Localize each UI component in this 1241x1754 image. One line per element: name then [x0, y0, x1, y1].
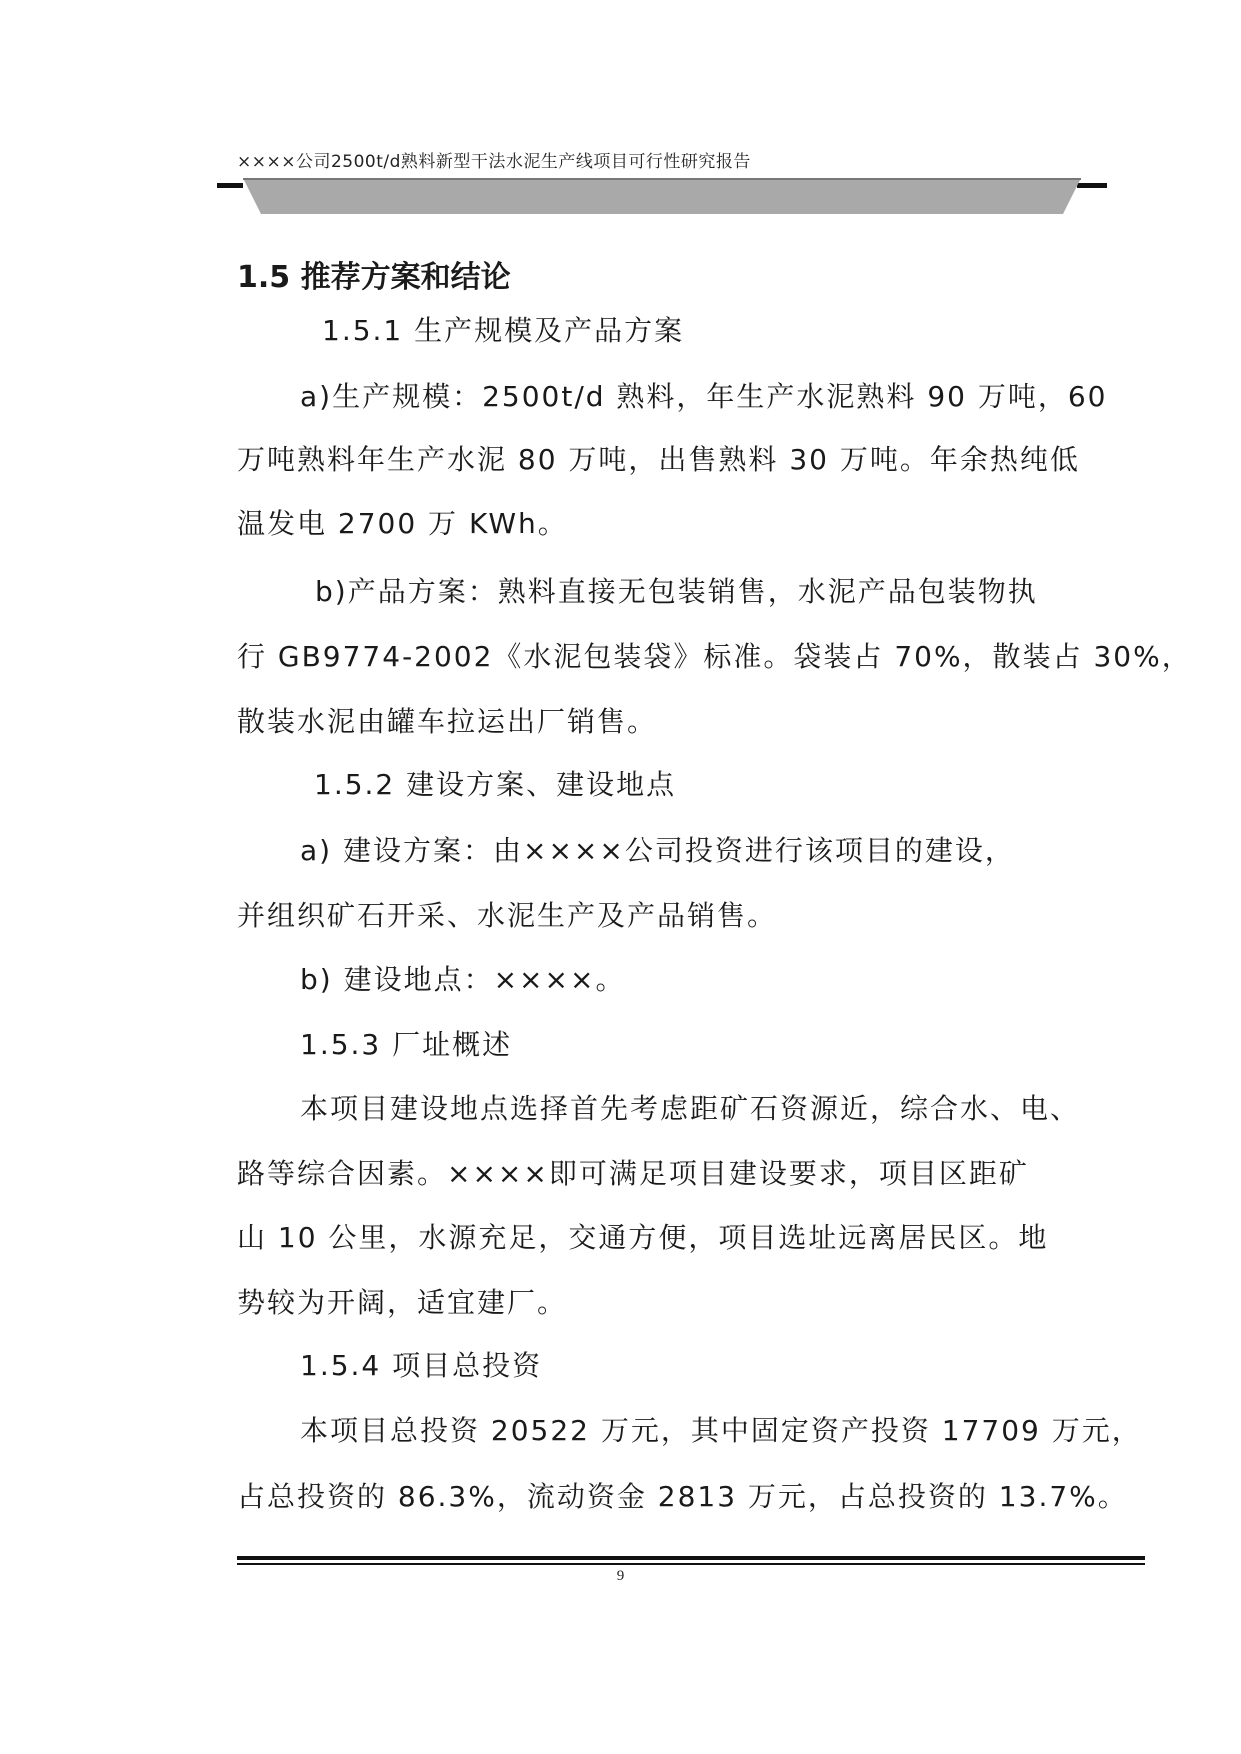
- paragraph-line: 万吨熟料年生产水泥 80 万吨，出售熟料 30 万吨。年余热纯低: [237, 443, 1080, 476]
- paragraph-line: 势较为开阔，适宜建厂。: [237, 1286, 568, 1319]
- subsection-heading: 1.5.4 项目总投资: [300, 1349, 543, 1382]
- paragraph-line: 温发电 2700 万 KWh。: [237, 507, 568, 540]
- running-header: ××××公司2500t/d熟料新型干法水泥生产线项目可行性研究报告: [237, 152, 751, 172]
- section-title: 1.5 推荐方案和结论: [237, 260, 511, 295]
- paragraph-line: 本项目总投资 20522 万元，其中固定资产投资 17709 万元，: [300, 1414, 1142, 1447]
- paragraph-line: a)生产规模：2500t/d 熟料，年生产水泥熟料 90 万吨，60: [300, 380, 1108, 413]
- paragraph-line: a) 建设方案：由××××公司投资进行该项目的建设，: [300, 834, 1015, 867]
- paragraph-line: 并组织矿石开采、水泥生产及产品销售。: [237, 899, 778, 932]
- footer-rule: [237, 1556, 1145, 1566]
- paragraph-line: b)产品方案：熟料直接无包装销售，水泥产品包装物执: [315, 575, 1038, 608]
- paragraph-line: 本项目建设地点选择首先考虑距矿石资源近，综合水、电、: [300, 1092, 1081, 1125]
- header-decorative-bar: [217, 178, 1107, 218]
- page-number: 9: [616, 1568, 625, 1584]
- paragraph-line: 路等综合因素。××××即可满足项目建设要求，项目区距矿: [237, 1157, 1029, 1190]
- subsection-heading: 1.5.2 建设方案、建设地点: [314, 768, 677, 801]
- subsection-heading: 1.5.3 厂址概述: [300, 1028, 513, 1061]
- paragraph-line: b) 建设地点：××××。: [300, 963, 626, 996]
- paragraph-line: 行 GB9774-2002《水泥包装袋》标准。袋装占 70%，散装占 30%，: [237, 640, 1192, 673]
- subsection-heading: 1.5.1 生产规模及产品方案: [322, 314, 685, 347]
- paragraph-line: 山 10 公里，水源充足，交通方便，项目选址远离居民区。地: [237, 1221, 1049, 1254]
- paragraph-line: 散装水泥由罐车拉运出厂销售。: [237, 705, 658, 738]
- paragraph-line: 占总投资的 86.3%，流动资金 2813 万元，占总投资的 13.7%。: [237, 1480, 1128, 1513]
